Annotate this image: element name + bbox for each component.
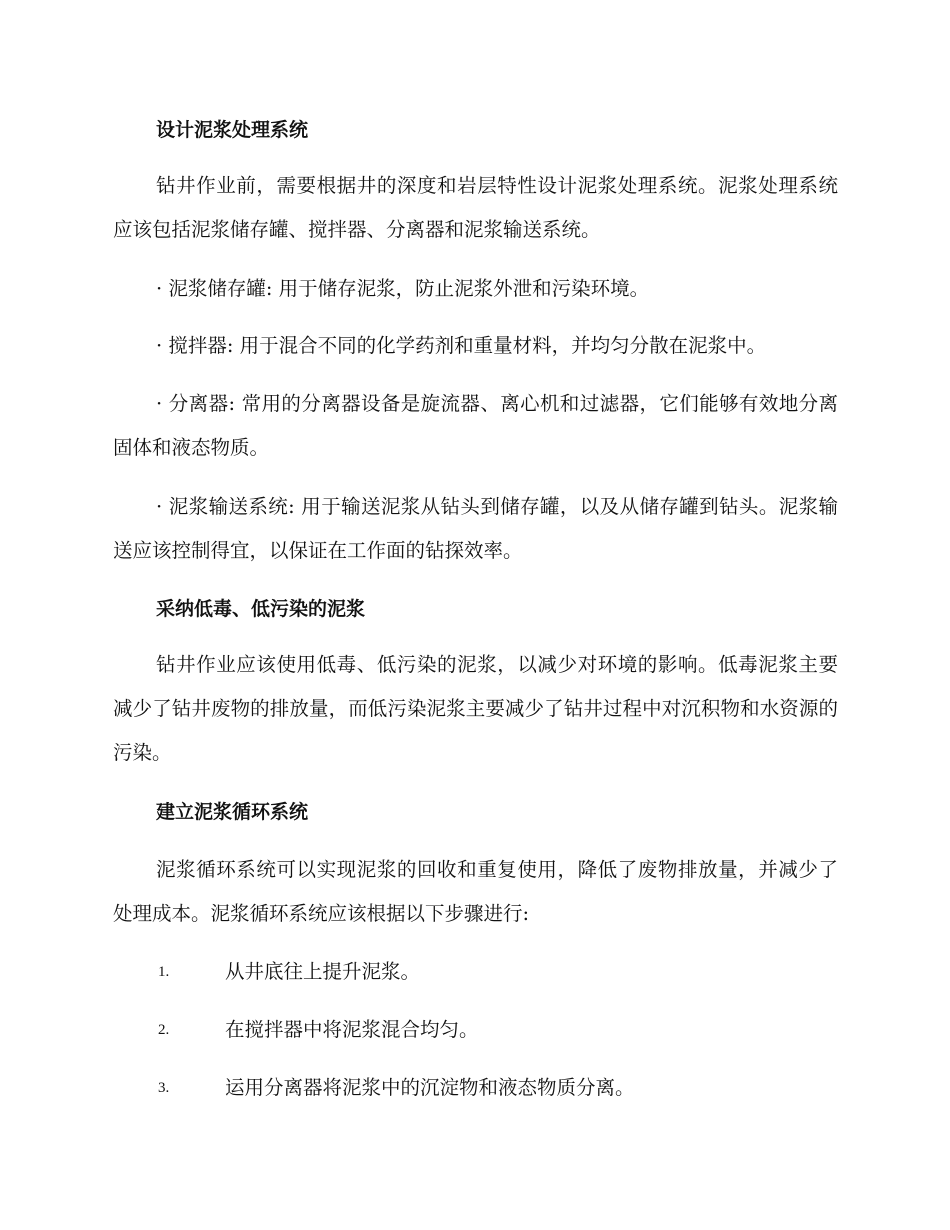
paragraph-design-intro: 钻井作业前，需要根据井的深度和岩层特性设计泥浆处理系统。泥浆处理系统应该包括泥浆储存罐、搅拌器、分离器和泥浆输送系统。 bbox=[113, 174, 838, 241]
list-text: 在搅拌器中将泥浆混合均匀。 bbox=[225, 1018, 479, 1041]
paragraph-circulation: 泥浆循环系统可以实现泥浆的回收和重复使用，降低了废物排放量，并减少了处理成本。泥浆循环系统应该根据以下步骤进行: bbox=[113, 858, 838, 925]
section-heading-low-toxicity: 采纳低毒、低污染的泥浆 bbox=[156, 598, 366, 620]
bullet-storage-tank: · 泥浆储存罐: 用于储存泥浆，防止泥浆外泄和污染环境。 bbox=[156, 277, 650, 300]
section-heading-circulation: 建立泥浆循环系统 bbox=[156, 801, 309, 823]
list-number: 2. bbox=[158, 1022, 170, 1038]
bullet-mixer: · 搅拌器: 用于混合不同的化学药剂和重量材料，并均匀分散在泥浆中。 bbox=[156, 334, 767, 357]
list-number: 3. bbox=[158, 1080, 170, 1096]
bullet-transport-system: · 泥浆输送系统: 用于输送泥浆从钻头到储存罐，以及从储存罐到钻头。泥浆输送应该控制得宜，以保证在工作面的钻探效率。 bbox=[113, 495, 838, 562]
paragraph-low-toxicity: 钻井作业应该使用低毒、低污染的泥浆，以减少对环境的影响。低毒泥浆主要减少了钻井废物的排放量，而低污染泥浆主要减少了钻井过程中对沉积物和水资源的污染。 bbox=[113, 653, 838, 764]
list-text: 从井底往上提升泥浆。 bbox=[225, 960, 421, 983]
list-text: 运用分离器将泥浆中的沉淀物和液态物质分离。 bbox=[225, 1076, 635, 1099]
bullet-separator: · 分离器: 常用的分离器设备是旋流器、离心机和过滤器，它们能够有效地分离固体和液态物质。 bbox=[113, 392, 838, 459]
section-heading-design: 设计泥浆处理系统 bbox=[156, 119, 309, 141]
list-number: 1. bbox=[158, 964, 170, 980]
